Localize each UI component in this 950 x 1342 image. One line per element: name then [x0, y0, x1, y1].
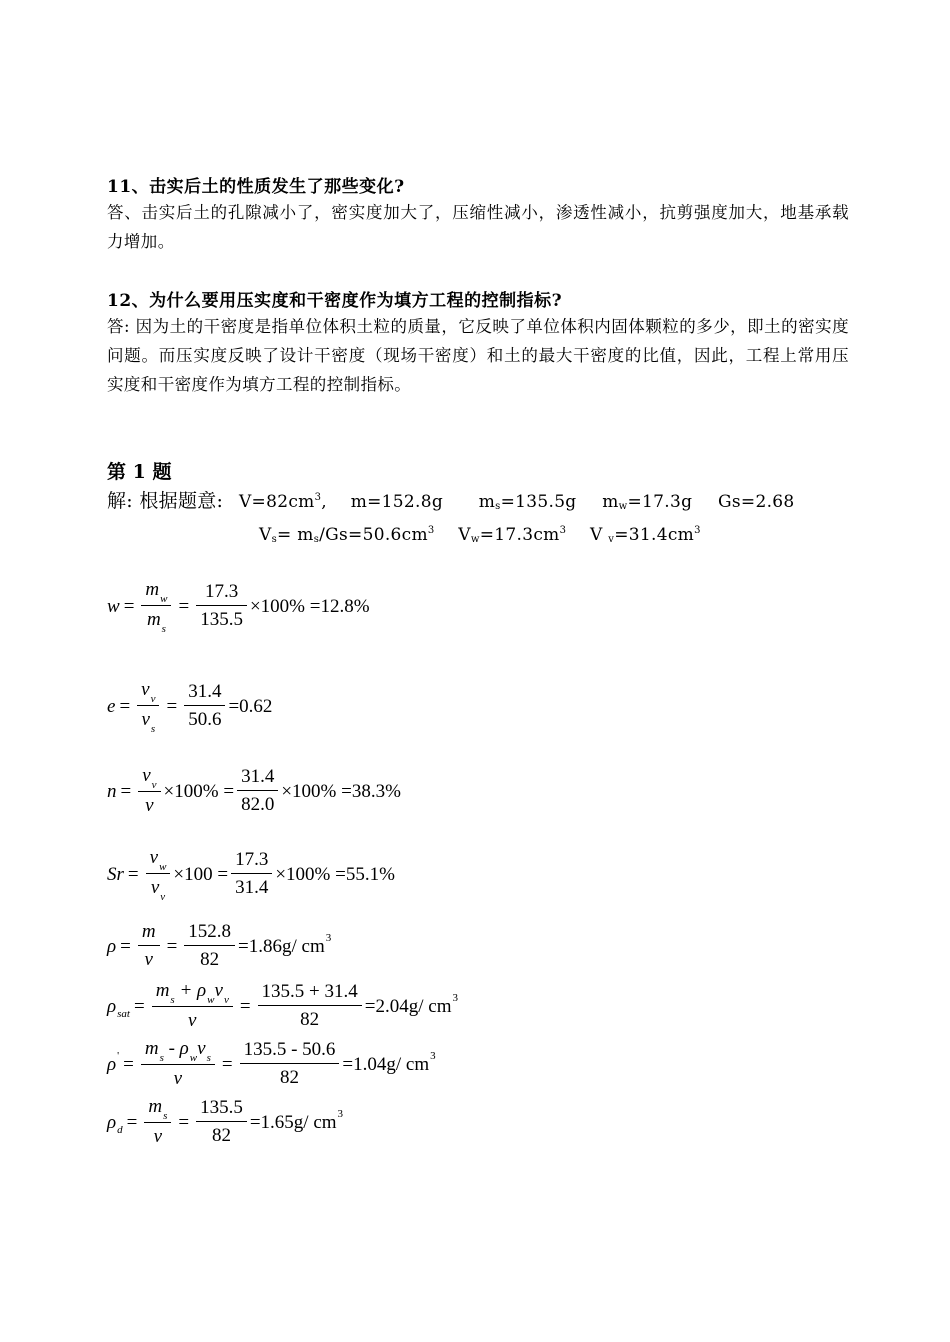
- given-mass: m=152.8g: [350, 492, 444, 512]
- equation-buoyant-density: ρ ' = $\frac{m_s - \rho_wv_s}{v}$ = $\frac{135.5 - 50.6}{82}$ =1.04g/ cm 3: [107, 1038, 436, 1089]
- problem-1-title: 第 1 题: [107, 461, 172, 483]
- equation-dry-density: ρ d = $\frac{m_s}{v}$ = $\frac{135.5}{82}$ =1.65g/ cm 3: [107, 1096, 344, 1147]
- question-12-answer: 答: 因为土的干密度是指单位体积土粒的质量，它反映了单位体积内固体颗粒的多少，即土的密实度问题。而压实度反映了设计干密度（现场干密度）和土的最大干密度的比值，因此，工程上常用压实度和干密度作为填方工程的控制指标。: [107, 317, 849, 394]
- givens-line-1: [107, 486, 795, 513]
- given-solid-mass: $m_s=135.5g$: [478, 492, 577, 512]
- equation-saturated-density: ρ sat = $\frac{m_s + \rho_wv_v}{v}$ = $\frac{135.5 + 31.4}{82}$ =2.04g/ cm 3: [107, 980, 458, 1031]
- equation-void-ratio: e = $\frac{v_v}{v_s}$ = $\frac{31.4}{50.6}$ =0.62: [107, 679, 273, 735]
- equation-water-content: w = $\frac{m_w}{m_s}$ = $\frac{17.3}{135.5}$ ×100% =12.8%: [107, 579, 370, 635]
- equation-density: ρ = $\frac{m}{v}$ = $\frac{152.8}{82}$ =1.86g/ cm 3: [107, 921, 332, 970]
- given-specific-gravity: Gs=2.68: [718, 492, 795, 512]
- givens-line-2: [259, 525, 701, 545]
- equation-porosity: n = $\frac{v_v}{v}$ ×100% = $\frac{31.4}{82.0}$ ×100% =38.3%: [107, 765, 401, 816]
- equation-saturation: Sr = $\frac{v_w}{v_v}$ ×100 = $\frac{17.3}{31.4}$ ×100% =55.1%: [107, 847, 395, 903]
- question-11-title: 11、击实后土的性质发生了那些变化?: [107, 177, 405, 197]
- given-solid-volume: $V_s= m_s/Gs=50.6cm^3$: [259, 525, 435, 545]
- solution-intro: 解: 根据题意:: [107, 490, 224, 512]
- given-water-volume: $V_w=17.3cm^3$: [458, 525, 567, 545]
- given-volume: $V=82cm^3$,: [238, 492, 327, 512]
- given-void-volume: V $_v=31.4cm^3$: [589, 525, 701, 545]
- question-11-answer: 答、击实后土的孔隙减小了，密实度加大了，压缩性减小，渗透性减小，抗剪强度加大，地基承载力增加。: [107, 203, 849, 251]
- given-water-mass: $m_w=17.3g$: [602, 492, 693, 512]
- question-12-title: 12、为什么要用压实度和干密度作为填方工程的控制指标?: [107, 291, 563, 311]
